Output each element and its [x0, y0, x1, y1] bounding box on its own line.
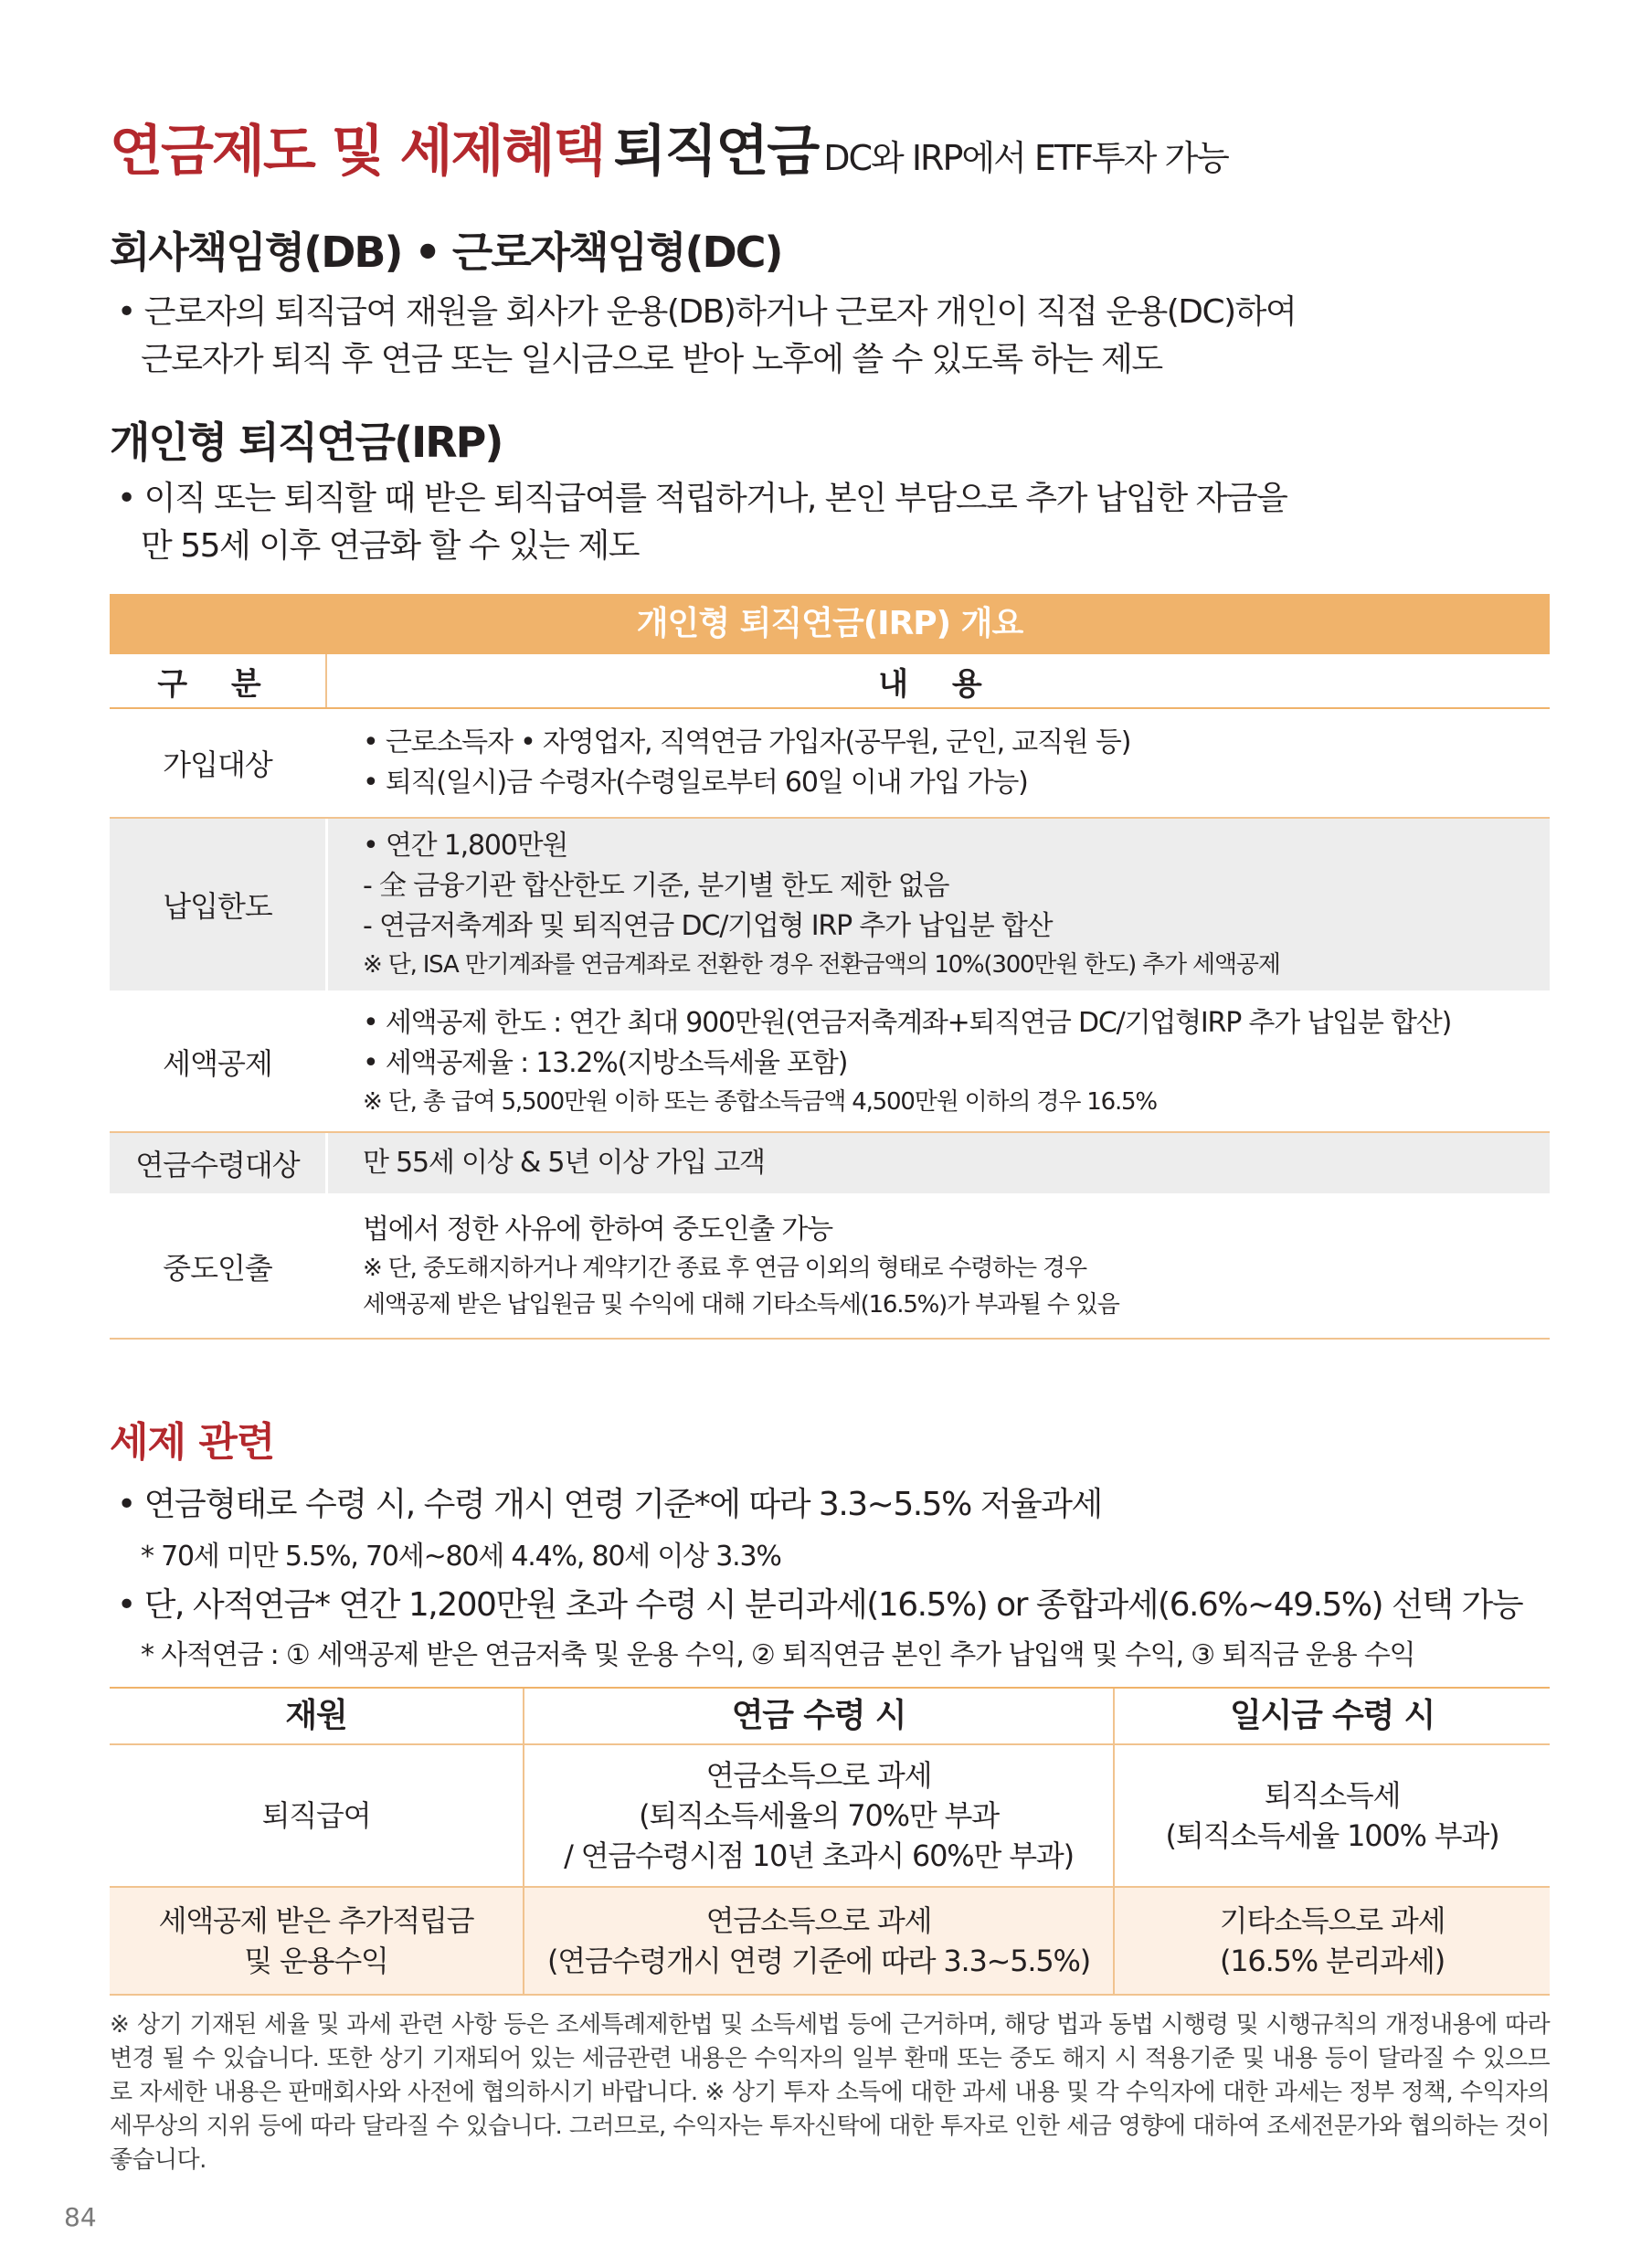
- table-row: [110, 819, 1550, 992]
- cell-line: 세액공제 받은 추가적립금: [158, 1903, 474, 1938]
- cell-line: (16.5% 분리과세): [1219, 1944, 1446, 1978]
- tax-table: [110, 1687, 1550, 1996]
- cell-lump-sum: [1115, 1888, 1550, 1994]
- row-label: 가입대상: [110, 709, 328, 817]
- irp-line1: • 이직 또는 퇴직할 때 받은 퇴직급여를 적립하거나, 본인 부담으로 추가 납입한 자금을: [117, 480, 1287, 517]
- irp-line2: 만 55세 이후 연금화 할 수 있는 제도: [141, 527, 640, 565]
- tax-heading: 세제 관련: [110, 1419, 275, 1466]
- irp-description: [117, 475, 1287, 570]
- row-label: 연금수령대상: [110, 1133, 328, 1193]
- cell-source: [110, 1888, 524, 1994]
- tax-bullet-1: • 연금형태로 수령 시, 수령 개시 연령 기준*에 따라 3.3~5.5% 저율과세: [117, 1486, 1102, 1523]
- table-row: [110, 1888, 1550, 1996]
- row-label: 세액공제: [110, 992, 328, 1131]
- content-line: - 연금저축계좌 및 퇴직연금 DC/기업형 IRP 추가 납입분 합산: [363, 910, 1053, 942]
- cell-line: 퇴직소득세: [1264, 1778, 1401, 1813]
- cell-source: [110, 1745, 524, 1886]
- tax-bullet-2: • 단, 사적연금* 연간 1,200만원 초과 수령 시 분리과세(16.5%) or 종합과세(6.6%~49.5%) 선택 가능: [117, 1586, 1523, 1624]
- disclaimer-footnote: ※ 상기 기재된 세율 및 과세 관련 사항 등은 조세특례제한법 및 소득세법 등에 근거하며, 해당 법과 동법 시행령 및 시행규칙의 개정내용에 따라 변경 될 수 있습니다. 또한 상기 기재되어 있는 세금관련 내용은 수익자의 일부 환매 또는 중도 해지 시 적용기준 및 내용 등이 달라질 수 있으므로 자세한 내용은 판매회사와 사전에 협의하시기 바랍니다. ※ 상기 투자 소득에 대한 과세 내용 및 각 수익자에 대한 과세는 정부 정책, 수익자의 세무상의 지위 등에 따라 달라질 수 있습니다. 그러므로, 수익자는 투자신탁에 대한 투자로 인한 세금 영향에 대하여 조세전문가와 협의하는 것이 좋습니다.: [110, 2011, 1550, 2174]
- content-line: • 근로소득자 • 자영업자, 직역연금 가입자(공무원, 군인, 교직원 등): [363, 726, 1131, 758]
- content-line: 만 55세 이상 & 5년 이상 가입 고객: [363, 1147, 765, 1179]
- irp-heading: 개인형 퇴직연금(IRP): [110, 418, 503, 467]
- cell-pension: [524, 1888, 1115, 1994]
- tax-table-header: [110, 1689, 1550, 1745]
- content-note: ※ 단, 총 급여 5,500만원 이하 또는 종합소득금액 4,500만원 이하의 경우 16.5%: [363, 1088, 1157, 1116]
- row-content: [328, 1133, 1550, 1193]
- irp-table-title: 개인형 퇴직연금(IRP) 개요: [110, 594, 1550, 654]
- title-black: 퇴직연금: [613, 120, 819, 184]
- content-line: • 세액공제 한도 : 연간 최대 900만원(연금저축계좌+퇴직연금 DC/기업형IRP 추가 납입분 합산): [363, 1007, 1452, 1039]
- row-label: 납입한도: [110, 819, 328, 990]
- header-pension: 연금 수령 시: [524, 1689, 1115, 1743]
- irp-col-content: 내 용: [878, 665, 999, 703]
- irp-overview-table: [110, 654, 1550, 1340]
- cell-line: 퇴직급여: [261, 1798, 371, 1833]
- cell-pension: [524, 1745, 1115, 1886]
- cell-line: / 연금수령시점 10년 초과시 60%만 부과): [564, 1838, 1074, 1873]
- page-title: [110, 108, 1228, 186]
- content-line: • 세액공제율 : 13.2%(지방소득세율 포함): [363, 1047, 848, 1079]
- page-number: 84: [64, 2202, 97, 2232]
- content-line: • 퇴직(일시)금 수령자(수령일로부터 60일 이내 가입 가능): [363, 767, 1028, 799]
- tax-note-1: * 70세 미만 5.5%, 70세~80세 4.4%, 80세 이상 3.3%: [141, 1541, 781, 1573]
- row-label: 중도인출: [110, 1195, 328, 1338]
- irp-table-header: [110, 654, 1550, 709]
- table-row: [110, 1195, 1550, 1340]
- db-dc-line2: 근로자가 퇴직 후 연금 또는 일시금으로 받아 노후에 쓸 수 있도록 하는 제도: [141, 341, 1162, 378]
- irp-col-category: 구 분: [110, 654, 327, 707]
- row-content: [328, 992, 1550, 1131]
- tax-note-2: * 사적연금 : ① 세액공제 받은 연금저축 및 운용 수익, ② 퇴직연금 본인 추가 납입액 및 수익, ③ 퇴직금 운용 수익: [141, 1639, 1415, 1671]
- title-red: 연금제도 및 세제혜택: [110, 120, 605, 184]
- cell-line: (퇴직소득세율의 70%만 부과: [639, 1798, 999, 1833]
- cell-line: 연금소득으로 과세: [705, 1758, 932, 1793]
- content-line: - 全 금융기관 합산한도 기준, 분기별 한도 제한 없음: [363, 870, 949, 902]
- cell-line: 및 운용수익: [244, 1944, 388, 1978]
- db-dc-heading: 회사책임형(DB) • 근로자책임형(DC): [110, 228, 782, 277]
- db-dc-line1: • 근로자의 퇴직급여 재원을 회사가 운용(DB)하거나 근로자 개인이 직접 운용(DC)하여: [117, 293, 1297, 331]
- content-note: 세액공제 받은 납입원금 및 수익에 대해 기타소득세(16.5%)가 부과될 수 있음: [363, 1291, 1119, 1319]
- table-row: [110, 1133, 1550, 1195]
- row-content: [328, 709, 1550, 817]
- row-content: [328, 1195, 1550, 1338]
- content-note: ※ 단, 중도해지하거나 계약기간 종료 후 연금 이외의 형태로 수령하는 경우: [363, 1255, 1086, 1282]
- cell-line: 연금소득으로 과세: [705, 1903, 932, 1938]
- table-row: [110, 709, 1550, 819]
- row-content: [328, 819, 1550, 990]
- header-lump-sum: 일시금 수령 시: [1229, 1697, 1435, 1734]
- cell-lump-sum: [1115, 1745, 1550, 1886]
- title-sub: DC와 IRP에서 ETF투자 가능: [823, 138, 1228, 178]
- content-note: ※ 단, ISA 만기계좌를 연금계좌로 전환한 경우 전환금액의 10%(300만원 한도) 추가 세액공제: [363, 951, 1280, 979]
- content-line: 법에서 정한 사유에 한하여 중도인출 가능: [363, 1213, 832, 1245]
- header-source: 재원: [110, 1689, 524, 1743]
- content-line: • 연간 1,800만원: [363, 830, 568, 862]
- table-row: [110, 992, 1550, 1133]
- cell-line: (퇴직소득세율 100% 부과): [1165, 1818, 1499, 1853]
- table-row: [110, 1745, 1550, 1888]
- cell-line: 기타소득으로 과세: [1219, 1903, 1446, 1938]
- db-dc-description: [117, 289, 1296, 384]
- cell-line: (연금수령개시 연령 기준에 따라 3.3~5.5%): [546, 1944, 1091, 1978]
